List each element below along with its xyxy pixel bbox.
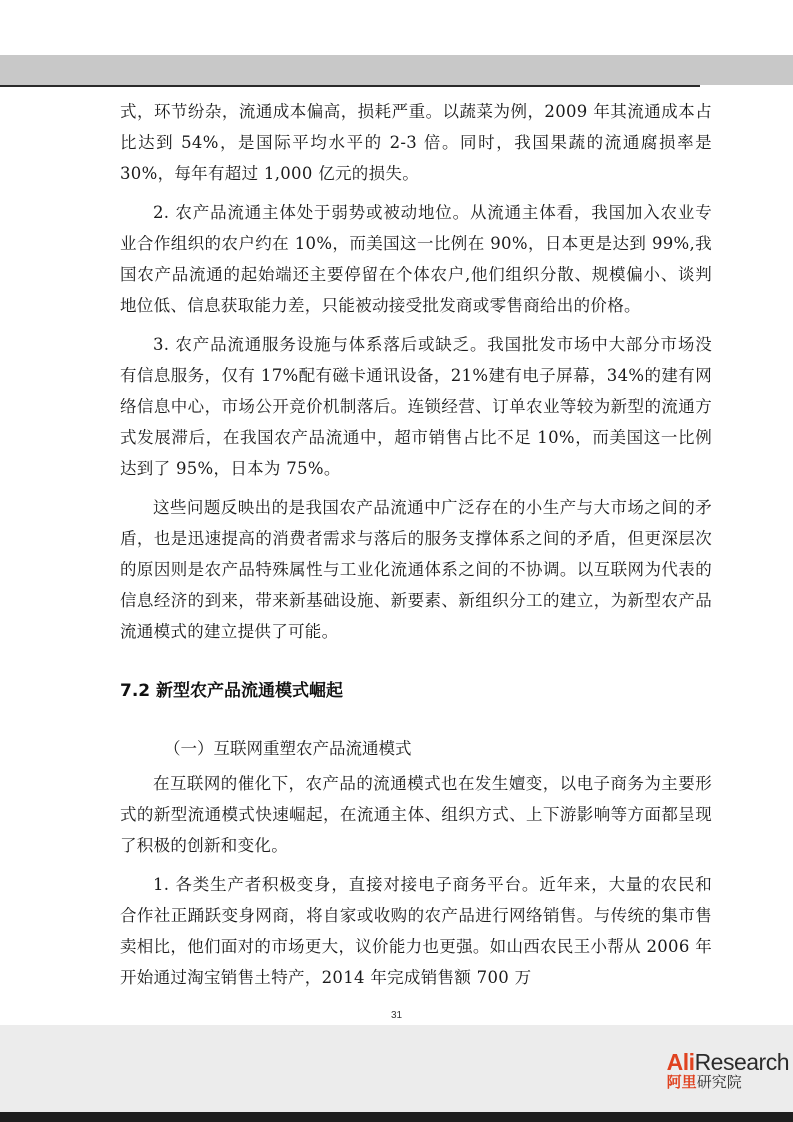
sub-title: （一）互联网重塑农产品流通模式: [164, 739, 412, 758]
paragraph-point-1: 1. 各类生产者积极变身，直接对接电子商务平台。近年来，大量的农民和合作社正踊跃变身网商，将自家或收购的农产品进行网络销售。与传统的集市售卖相比，他们面对的市场更大，议价能力也更强。如山西农民王小帮从 2006 年开始通过淘宝销售土特产，2014 年完成销售额 700 万: [120, 875, 712, 987]
logo-ali-text: Ali: [666, 1049, 695, 1075]
footer-bar: [0, 1112, 793, 1122]
logo-alibaba-chinese: 阿里: [666, 1073, 697, 1091]
paragraph-intro: 在互联网的催化下，农产品的流通模式也在发生嬗变，以电子商务为主要形式的新型流通模式快速崛起，在流通主体、组织方式、上下游影响等方面都呈现了积极的创新和变化。: [120, 774, 712, 855]
logo-institute-chinese: 研究院: [696, 1073, 742, 1091]
header-band: [0, 55, 793, 85]
paragraph-continuation: 式，环节纷杂，流通成本偏高，损耗严重。以蔬菜为例，2009 年其流通成本占比达到 54%，是国际平均水平的 2-3 倍。同时，我国果蔬的流通腐损率是 30%，每年有超过 1,000 亿元的损失。: [120, 102, 712, 183]
logo-chinese: [667, 1074, 789, 1091]
logo-research-text: Research: [694, 1049, 789, 1075]
page-body: [120, 96, 712, 993]
section-title: 7.2 新型农产品流通模式崛起: [120, 681, 344, 701]
header-rule: [0, 85, 700, 87]
paragraph-point-2: 2. 农产品流通主体处于弱势或被动地位。从流通主体看，我国加入农业专业合作组织的农户约在 10%，而美国这一比例在 90%，日本更是达到 99%,我国农产品流通的起始端还主要停留在个体农户,他们组织分散、规模偏小、谈判地位低、信息获取能力差，只能被动接受批发商或零售商给出的价格。: [120, 203, 712, 315]
paragraph-point-3: 3. 农产品流通服务设施与体系落后或缺乏。我国批发市场中大部分市场没有信息服务，仅有 17%配有磁卡通讯设备，21%建有电子屏幕，34%的建有网络信息中心，市场公开竞价机制落后。连锁经营、订单农业等较为新型的流通方式发展滞后，在我国农产品流通中，超市销售占比不足 10%，而美国这一比例达到了 95%，日本为 75%。: [120, 335, 712, 478]
logo-wordmark: [667, 1050, 789, 1074]
page-number: 31: [390, 1010, 403, 1021]
paragraph-summary: 这些问题反映出的是我国农产品流通中广泛存在的小生产与大市场之间的矛盾，也是迅速提高的消费者需求与落后的服务支撑体系之间的矛盾，但更深层次的原因则是农产品特殊属性与工业化流通体系之间的不协调。以互联网为代表的信息经济的到来，带来新基础设施、新要素、新组织分工的建立，为新型农产品流通模式的建立提供了可能。: [120, 498, 712, 641]
aliresearch-logo: [667, 1050, 789, 1091]
